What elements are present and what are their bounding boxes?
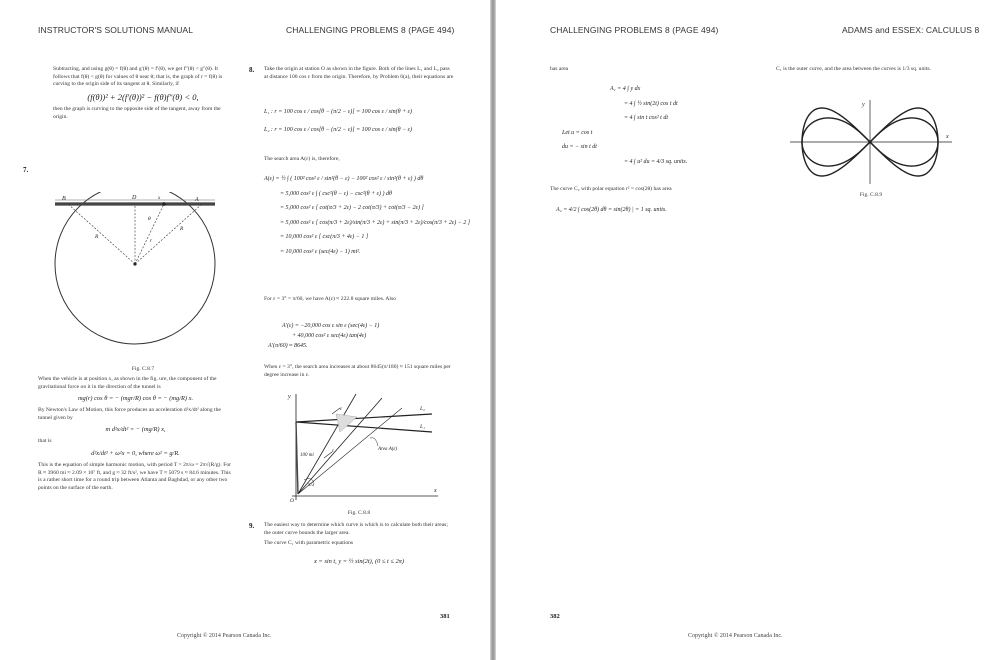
left-col2-top <box>264 66 454 84</box>
page-number: 382 <box>550 613 560 620</box>
equation: = 10,000 cos² ε [ csc(π/3 + 4ε) − 1 ] <box>280 234 369 241</box>
equation: = 5,000 cos² ε [ cos(π/3 + 2ε)/sin(π/3 + 2ε) + sin(π/3 + 2ε)/cos(π/3 + 2ε) − 2 ] <box>280 219 471 226</box>
paragraph: then the graph is curving to the opposite side of the tangent, away from the origin. <box>53 106 221 120</box>
right-header-section: CHALLENGING PROBLEMS 8 (PAGE 494) <box>550 25 719 35</box>
paragraph: C₁ is the outer curve, and the area between the curves is 1/3 sq. units. <box>776 66 931 72</box>
area-derivation <box>264 172 470 260</box>
vehicle-dot <box>162 202 166 206</box>
line-L1 <box>296 422 432 432</box>
radius-R2 <box>135 204 202 264</box>
figure-c87 <box>40 192 236 360</box>
line-equations <box>264 108 412 136</box>
equation: mg(r) cos θ = − (mgr/R) cos θ = − (mg/R) x. <box>77 395 194 403</box>
equation: A₁ = 4 ∫ y dx <box>610 86 641 92</box>
label-L1: L₁ <box>420 424 425 430</box>
equation: du = − sin t dt <box>562 144 597 150</box>
equation-L1: L₁ : r = 100 cos ε / cos[θ − (π/2 − ε)] = 100 cos ε / sin(θ + ε) <box>264 109 413 115</box>
label-y: y <box>862 102 865 108</box>
equation: d²x/dt² + ω²x = 0, where ω² = g/R. <box>91 449 180 457</box>
equation: m d²x/dt² = − (mg/R) x, <box>105 426 166 434</box>
paragraph: The curve C₂ with polar equation r² = cos(2θ) has area <box>550 186 672 192</box>
paragraph: This is the equation of simple harmonic motion, with period T = 2π/ω = 2π√(R/g). For R ≈ 3960 mi ≈ 2.09 × 10⁷ ft, and g ≈ 32 ft/s², we have T ≈ 5079 s ≈ 84.6 minutes. This is a rather short time for a round trip between Atlanta and Baghdad, or any other two points on the surface of the earth. <box>38 461 231 491</box>
derivative-block <box>268 322 380 351</box>
label-eps: ε <box>340 407 342 412</box>
paragraph: The search area A(ε) is, therefore, <box>264 156 340 162</box>
label-theta: θ <box>148 216 151 222</box>
paragraph: Take the origin at station O as shown in the figure. Both of the lines L₁ and L₂ pass at distance 100 cos ε from the origin. Therefore, by Problem 6(a), their equations are <box>264 66 454 80</box>
label-O: O <box>290 498 294 504</box>
label-r: r <box>150 238 153 244</box>
paragraph: The curve C₁ with parametric equations <box>264 540 354 547</box>
equation: x = sin t, y = ½ sin(2t), (0 ≤ t ≤ 2π) <box>313 557 404 565</box>
equation: = 10,000 cos² ε (sec(4ε) − 1) mi². <box>280 248 361 255</box>
equation: = 4 ∫ sin t cos² t dt <box>624 115 668 121</box>
figure-caption: Fig. C.8.9 <box>859 192 883 198</box>
paragraph: When ε = 3°, the search area increases at about 8645(π/180) ≈ 151 square miles per degree increase in ε. <box>264 364 451 378</box>
label-100mi: 100 mi <box>300 453 314 458</box>
equation: (f(θ))² + 2(f′(θ))² − f(θ)f″(θ) < 0, <box>87 91 199 102</box>
radius-R1 <box>68 204 135 264</box>
paragraph: Subtracting, and using g(θ) = f(θ) and g′(θ) = f′(θ), we get f″(θ) < g″(θ). It follows that f(θ) < g(θ) for values of θ near θ; that is, the graph of r = f(θ) is curving to the origin side of its tangent at θ. Similarly, if <box>53 66 223 88</box>
left-col1-bottom <box>38 376 233 495</box>
figure-c89 <box>782 96 958 188</box>
label-pi3: π/3 <box>308 483 315 488</box>
figure-caption: Fig. C.8.8 <box>347 510 371 516</box>
left-col1-top <box>53 66 233 125</box>
problem-number: 8. <box>249 66 255 74</box>
equation: A′(π/60) ≈ 8645. <box>268 342 308 349</box>
left-header-section: CHALLENGING PROBLEMS 8 (PAGE 494) <box>286 25 455 35</box>
label-D: D <box>132 195 137 201</box>
footer-copyright: Copyright © 2014 Pearson Canada Inc. <box>688 633 783 639</box>
footer-copyright: Copyright © 2014 Pearson Canada Inc. <box>177 633 272 639</box>
ray-inner <box>298 398 382 494</box>
equation: A(ε) = ½ ∫ ( 100² cos² ε / sin²(θ − ε) − 100² cos² ε / sin²(θ + ε) ) dθ <box>264 176 424 182</box>
equation: = 4 ∫ u² du = 4/3 sq. units. <box>624 158 688 165</box>
area-c1-derivation <box>562 82 688 169</box>
page-number: 381 <box>440 613 450 620</box>
ray-outer <box>298 394 356 494</box>
problem-number: 9. <box>249 522 255 530</box>
paragraph: has area <box>550 66 569 72</box>
label-B: B <box>62 196 66 202</box>
label-x: x <box>946 134 949 140</box>
search-area <box>336 414 357 432</box>
equation: A′(ε) = −20,000 cos ε sin ε (sec(4ε) − 1) <box>282 323 380 329</box>
equation: + 40,000 cos² ε sec(4ε) tan(4ε) <box>292 332 367 339</box>
left-col2-bottom <box>264 522 454 570</box>
label-eps: ε <box>332 449 334 454</box>
left-header-title: INSTRUCTOR'S SOLUTIONS MANUAL <box>38 25 194 35</box>
right-page <box>496 0 992 660</box>
equation: Let u = cos t <box>562 129 593 136</box>
paragraph: When the vehicle is at position x, as shown in the fig. ure, the component of the gravitational force on it in the direction of the tunnel is <box>38 376 217 390</box>
label-A: A <box>195 197 199 203</box>
label-x: x <box>434 488 437 494</box>
label-R2: R <box>180 226 184 232</box>
equation-L2: L₂ : r = 100 cos ε / cos[θ − (π/2 − ε)] = 100 cos ε / sin(θ − ε) <box>264 126 413 133</box>
equation: = 5,000 cos² ε ∫ ( csc²(θ − ε) − csc²(θ + ε) ) dθ <box>280 190 392 197</box>
equation: = 4 ∫ ½ sin(2t) cos t dt <box>624 100 678 107</box>
radius-r <box>135 204 164 264</box>
paragraph: By Newton's Law of Motion, this force produces an acceleration d²x/dt² along the tunnel given by <box>38 407 221 421</box>
label-L2: L₂ <box>420 406 425 412</box>
center-dot <box>133 262 136 265</box>
paragraph: The easiest way to determine which curve is which is to calculate both their areas; the outer curve bounds the larger area. <box>264 522 448 536</box>
label-x: x <box>158 196 161 201</box>
label-y: y <box>288 394 291 400</box>
equation: = 5,000 cos² ε [ cot(π/3 + 2ε) − 2 cot(π/3) + cot(π/3 − 2ε) ] <box>280 205 424 212</box>
problem-number: 7. <box>23 166 29 174</box>
left-page <box>0 0 490 660</box>
paragraph: For ε = 3° = π/60, we have A(ε) ≈ 222.8 square miles. Also <box>264 296 396 302</box>
label-R1: R <box>95 234 99 240</box>
label-area: Area A(ε) <box>378 447 398 452</box>
paragraph: that is <box>38 438 52 445</box>
figure-c88 <box>282 388 442 504</box>
equation: A₂ = 4/2 ∫ cos(2θ) dθ = sin(2θ) | = 1 sq. units. <box>556 207 667 213</box>
area-c2-equation <box>556 206 667 216</box>
figure-caption: Fig. C.8.7 <box>131 366 155 372</box>
right-header-title: ADAMS and ESSEX: CALCULUS 8 <box>842 25 980 35</box>
